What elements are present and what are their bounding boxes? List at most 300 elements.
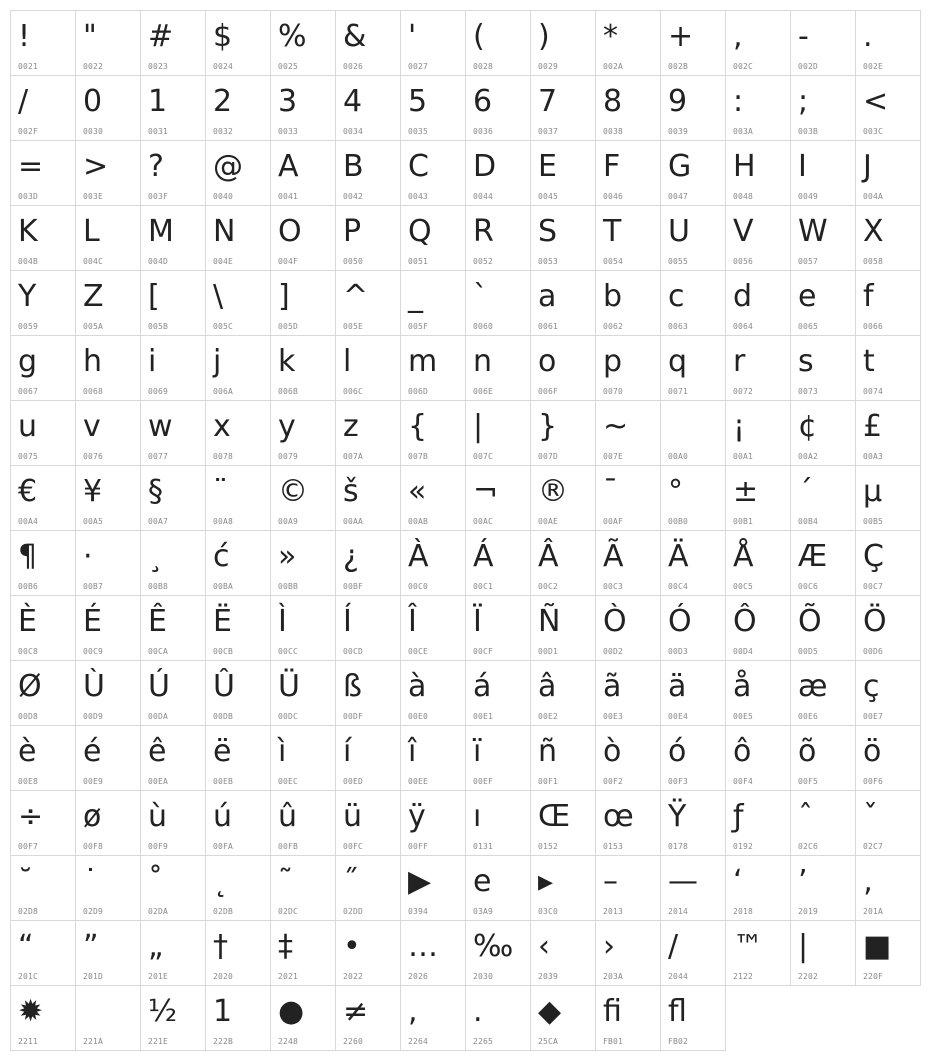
glyph-char: T [603, 214, 622, 249]
glyph-codepoint: 201D [83, 972, 104, 981]
glyph-cell [11, 401, 76, 466]
glyph-codepoint: 00E9 [83, 777, 104, 786]
glyph-char: | [473, 409, 484, 444]
glyph-char: . [863, 19, 873, 54]
glyph-char: { [408, 409, 428, 444]
glyph-cell [661, 791, 726, 856]
glyph-cell [336, 401, 401, 466]
glyph-codepoint: 003D [18, 192, 39, 201]
glyph-char: â [538, 669, 557, 704]
glyph-char: « [408, 474, 427, 509]
glyph-cell [661, 271, 726, 336]
glyph-cell [336, 856, 401, 921]
glyph-char: … [408, 929, 438, 964]
glyph-char: F [603, 149, 621, 184]
glyph-char: Ñ [538, 604, 561, 639]
glyph-codepoint: 0039 [668, 127, 689, 136]
glyph-codepoint: 003C [863, 127, 884, 136]
glyph-codepoint: 007D [538, 452, 559, 461]
glyph-codepoint: 004E [213, 257, 234, 266]
glyph-codepoint: 007E [603, 452, 624, 461]
glyph-codepoint: 00A3 [863, 452, 884, 461]
glyph-cell [141, 206, 206, 271]
glyph-char: ¢ [798, 409, 818, 444]
glyph-char: g [18, 344, 38, 379]
glyph-cell [336, 791, 401, 856]
glyph-char: a [538, 279, 557, 314]
glyph-char: Ã [603, 539, 624, 574]
glyph-cell [791, 11, 856, 76]
glyph-codepoint: 0045 [538, 192, 559, 201]
glyph-cell [726, 921, 791, 986]
glyph-cell [726, 791, 791, 856]
glyph-grid [10, 10, 921, 1051]
glyph-codepoint: 02D8 [18, 907, 39, 916]
glyph-char: È [18, 604, 37, 639]
glyph-char: ì [278, 734, 287, 769]
glyph-char: à [408, 669, 427, 704]
glyph-char: ı [473, 799, 482, 834]
glyph-codepoint: 00C2 [538, 582, 559, 591]
glyph-cell [271, 11, 336, 76]
glyph-codepoint: 2202 [798, 972, 819, 981]
glyph-char: : [733, 84, 744, 119]
glyph-char: * [603, 19, 618, 54]
glyph-codepoint: 00EE [408, 777, 429, 786]
glyph-char: v [83, 409, 101, 444]
glyph-char: ä [668, 669, 687, 704]
glyph-char: ¬ [473, 474, 499, 509]
glyph-cell [141, 11, 206, 76]
glyph-cell [271, 726, 336, 791]
glyph-char: ~ [603, 409, 629, 444]
glyph-cell [791, 596, 856, 661]
glyph-codepoint: 2044 [668, 972, 689, 981]
glyph-cell [336, 11, 401, 76]
glyph-cell [206, 401, 271, 466]
glyph-cell [661, 401, 726, 466]
glyph-codepoint: 0026 [343, 62, 364, 71]
glyph-char: x [213, 409, 231, 444]
glyph-cell [401, 401, 466, 466]
glyph-codepoint: 02D9 [83, 907, 104, 916]
glyph-cell [661, 466, 726, 531]
glyph-char: ø [83, 799, 102, 834]
glyph-cell [726, 141, 791, 206]
glyph-char: X [863, 214, 884, 249]
glyph-codepoint: 0153 [603, 842, 624, 851]
glyph-char: Â [538, 539, 559, 574]
glyph-cell [206, 921, 271, 986]
glyph-codepoint: 0048 [733, 192, 754, 201]
glyph-char: Ú [148, 669, 170, 704]
glyph-char: ö [863, 734, 882, 769]
glyph-char: Û [213, 669, 235, 704]
glyph-codepoint: 00C0 [408, 582, 429, 591]
glyph-cell [791, 401, 856, 466]
glyph-cell [336, 986, 401, 1051]
glyph-char: ˚ [148, 864, 163, 899]
glyph-char: À [408, 539, 429, 574]
glyph-codepoint: 0069 [148, 387, 169, 396]
glyph-char: [ [148, 279, 160, 314]
glyph-char: J [863, 149, 872, 184]
glyph-codepoint: 006C [343, 387, 364, 396]
glyph-char: Ó [668, 604, 692, 639]
glyph-char: o [538, 344, 557, 379]
glyph-char: E [538, 149, 557, 184]
glyph-codepoint: 005B [148, 322, 169, 331]
glyph-cell [596, 531, 661, 596]
glyph-cell [141, 661, 206, 726]
glyph-char: © [278, 474, 308, 509]
glyph-codepoint: 005C [213, 322, 234, 331]
glyph-codepoint: 00C9 [83, 647, 104, 656]
glyph-cell [726, 531, 791, 596]
glyph-codepoint: 00FF [408, 842, 429, 851]
glyph-char: r [733, 344, 746, 379]
glyph-codepoint: 0040 [213, 192, 234, 201]
glyph-cell [271, 401, 336, 466]
glyph-cell [206, 596, 271, 661]
glyph-codepoint: 0077 [148, 452, 169, 461]
glyph-cell [401, 11, 466, 76]
glyph-char: Ê [148, 604, 167, 639]
glyph-codepoint: 0042 [343, 192, 364, 201]
glyph-cell [596, 986, 661, 1051]
glyph-char: k [278, 344, 296, 379]
glyph-cell [141, 141, 206, 206]
glyph-cell [11, 466, 76, 531]
glyph-codepoint: 007B [408, 452, 429, 461]
glyph-char: , [733, 19, 743, 54]
glyph-char: , [408, 994, 418, 1029]
glyph-cell [726, 596, 791, 661]
glyph-char: è [18, 734, 37, 769]
glyph-codepoint: 00E0 [408, 712, 429, 721]
glyph-codepoint: 0078 [213, 452, 234, 461]
glyph-cell [791, 76, 856, 141]
glyph-cell [531, 466, 596, 531]
glyph-char: e [798, 279, 817, 314]
glyph-cell [141, 791, 206, 856]
glyph-codepoint: 0178 [668, 842, 689, 851]
glyph-char: ô [733, 734, 752, 769]
glyph-cell [531, 401, 596, 466]
glyph-cell [661, 921, 726, 986]
glyph-codepoint: 00E8 [18, 777, 39, 786]
glyph-char: = [18, 149, 44, 184]
glyph-codepoint: 0053 [538, 257, 559, 266]
glyph-codepoint: 003E [83, 192, 104, 201]
glyph-cell [76, 856, 141, 921]
glyph-cell [466, 921, 531, 986]
glyph-char: Æ [798, 539, 828, 574]
glyph-char: ¸ [148, 539, 163, 574]
glyph-char: ˘ [18, 864, 33, 899]
glyph-char: ™ [733, 929, 763, 964]
glyph-char: » [278, 539, 297, 574]
glyph-codepoint: 0032 [213, 127, 234, 136]
glyph-cell [596, 271, 661, 336]
glyph-char: V [733, 214, 754, 249]
glyph-char: ˆ [798, 799, 813, 834]
glyph-codepoint: 0049 [798, 192, 819, 201]
glyph-codepoint: 00CB [213, 647, 234, 656]
glyph-char: s [798, 344, 814, 379]
glyph-cell [791, 726, 856, 791]
glyph-codepoint: 00EC [278, 777, 299, 786]
glyph-cell [336, 336, 401, 401]
glyph-cell [206, 271, 271, 336]
glyph-char: ﬂ [668, 994, 687, 1029]
glyph-cell [271, 336, 336, 401]
glyph-char: É [83, 604, 102, 639]
glyph-codepoint: 0034 [343, 127, 364, 136]
glyph-codepoint: 0056 [733, 257, 754, 266]
glyph-codepoint: 0037 [538, 127, 559, 136]
glyph-codepoint: 2211 [18, 1037, 39, 1046]
glyph-char: • [343, 929, 361, 964]
glyph-codepoint: 00DF [343, 712, 364, 721]
glyph-cell [11, 986, 76, 1051]
glyph-codepoint: FB01 [603, 1037, 624, 1046]
glyph-codepoint: 00A1 [733, 452, 754, 461]
glyph-cell [661, 986, 726, 1051]
glyph-codepoint: 0054 [603, 257, 624, 266]
glyph-char: K [18, 214, 38, 249]
glyph-codepoint: 003A [733, 127, 754, 136]
glyph-char: Ì [278, 604, 287, 639]
glyph-codepoint: 0394 [408, 907, 429, 916]
glyph-codepoint: 006E [473, 387, 494, 396]
glyph-cell [596, 206, 661, 271]
glyph-cell [726, 336, 791, 401]
glyph-char: ” [83, 929, 99, 964]
glyph-char: ▶ [408, 864, 432, 899]
glyph-codepoint: 00A7 [148, 517, 169, 526]
glyph-cell [336, 596, 401, 661]
glyph-codepoint: 00C4 [668, 582, 689, 591]
glyph-codepoint: 0029 [538, 62, 559, 71]
glyph-char: ˝ [343, 864, 358, 899]
glyph-codepoint: 2039 [538, 972, 559, 981]
glyph-codepoint: 2265 [473, 1037, 494, 1046]
glyph-cell [466, 791, 531, 856]
glyph-char: Ù [83, 669, 105, 704]
glyph-char: ¶ [18, 539, 38, 574]
glyph-char: ¨ [213, 474, 228, 509]
glyph-cell [466, 596, 531, 661]
glyph-cell [466, 401, 531, 466]
glyph-char: 4 [343, 84, 363, 119]
glyph-char: B [343, 149, 364, 184]
glyph-char: ˙ [83, 864, 98, 899]
glyph-char: ■ [863, 929, 892, 964]
glyph-codepoint: 0038 [603, 127, 624, 136]
glyph-char: € [18, 474, 38, 509]
glyph-cell [531, 531, 596, 596]
glyph-cell [856, 141, 921, 206]
glyph-char: „ [148, 929, 164, 964]
glyph-codepoint: 0060 [473, 322, 494, 331]
glyph-char: $ [213, 19, 233, 54]
glyph-codepoint: 005E [343, 322, 364, 331]
glyph-codepoint: 00B7 [83, 582, 104, 591]
glyph-char: ü [343, 799, 363, 834]
glyph-cell [141, 76, 206, 141]
glyph-char: Á [473, 539, 494, 574]
glyph-char: & [343, 19, 367, 54]
glyph-char: £ [863, 409, 883, 444]
glyph-char: b [603, 279, 623, 314]
glyph-codepoint: 00E2 [538, 712, 559, 721]
glyph-codepoint: 0064 [733, 322, 754, 331]
glyph-cell [11, 856, 76, 921]
glyph-codepoint: 007C [473, 452, 494, 461]
glyph-cell [336, 271, 401, 336]
glyph-cell [661, 11, 726, 76]
glyph-cell [726, 401, 791, 466]
glyph-char: c [668, 279, 685, 314]
glyph-char: u [18, 409, 38, 444]
glyph-codepoint: 00EF [473, 777, 494, 786]
glyph-cell [336, 921, 401, 986]
glyph-codepoint: 00E1 [473, 712, 494, 721]
glyph-cell [336, 531, 401, 596]
glyph-cell [11, 921, 76, 986]
glyph-cell [661, 76, 726, 141]
glyph-char: µ [863, 474, 883, 509]
glyph-cell [466, 726, 531, 791]
glyph-char: Ë [213, 604, 232, 639]
glyph-codepoint: 00C1 [473, 582, 494, 591]
glyph-codepoint: 2020 [213, 972, 234, 981]
glyph-cell [856, 726, 921, 791]
glyph-codepoint: 00F5 [798, 777, 819, 786]
glyph-codepoint: 02C6 [798, 842, 819, 851]
glyph-cell [791, 921, 856, 986]
glyph-cell [661, 336, 726, 401]
glyph-char: æ [798, 669, 828, 704]
glyph-codepoint: 00A0 [668, 452, 689, 461]
glyph-codepoint: 00F6 [863, 777, 884, 786]
glyph-cell [661, 531, 726, 596]
glyph-char: Ø [18, 669, 42, 704]
glyph-char: ˇ [863, 799, 878, 834]
glyph-cell [141, 271, 206, 336]
glyph-char: ‰ [473, 929, 514, 964]
glyph-char: # [148, 19, 174, 54]
glyph-cell [661, 726, 726, 791]
glyph-codepoint: 221E [148, 1037, 169, 1046]
glyph-char: _ [408, 279, 423, 314]
glyph-cell [11, 206, 76, 271]
glyph-char: ' [408, 19, 417, 54]
glyph-codepoint: 00AC [473, 517, 494, 526]
glyph-cell [401, 466, 466, 531]
glyph-char: û [278, 799, 298, 834]
glyph-char: h [83, 344, 103, 379]
glyph-cell [466, 986, 531, 1051]
glyph-codepoint: 0022 [83, 62, 104, 71]
glyph-char: ] [278, 279, 290, 314]
glyph-codepoint: 02C7 [863, 842, 884, 851]
glyph-cell [856, 661, 921, 726]
glyph-cell [11, 791, 76, 856]
glyph-cell [271, 206, 336, 271]
glyph-char: N [213, 214, 236, 249]
glyph-char: ° [668, 474, 683, 509]
glyph-cell [401, 206, 466, 271]
glyph-char: l [343, 344, 352, 379]
glyph-codepoint: 25CA [538, 1037, 559, 1046]
glyph-codepoint: 0058 [863, 257, 884, 266]
glyph-codepoint: 0067 [18, 387, 39, 396]
glyph-codepoint: 00C3 [603, 582, 624, 591]
glyph-codepoint: 2026 [408, 972, 429, 981]
glyph-char: ▸ [538, 864, 554, 899]
glyph-char: ã [603, 669, 622, 704]
glyph-codepoint: 00CC [278, 647, 299, 656]
glyph-char: % [278, 19, 307, 54]
glyph-codepoint: 2013 [603, 907, 624, 916]
glyph-cell [466, 141, 531, 206]
glyph-cell [11, 336, 76, 401]
glyph-codepoint: 00DB [213, 712, 234, 721]
glyph-codepoint: 0062 [603, 322, 624, 331]
glyph-codepoint: 006B [278, 387, 299, 396]
glyph-char: ê [148, 734, 167, 769]
glyph-cell [531, 336, 596, 401]
glyph-cell [596, 76, 661, 141]
glyph-codepoint: 00D6 [863, 647, 884, 656]
glyph-cell [856, 791, 921, 856]
glyph-codepoint: 0024 [213, 62, 234, 71]
glyph-codepoint: 00ED [343, 777, 364, 786]
glyph-cell [661, 596, 726, 661]
glyph-codepoint: 201C [18, 972, 39, 981]
glyph-codepoint: 002E [863, 62, 884, 71]
glyph-codepoint: 00E4 [668, 712, 689, 721]
glyph-char: Ä [668, 539, 689, 574]
glyph-cell [141, 336, 206, 401]
glyph-cell [531, 726, 596, 791]
glyph-cell [401, 271, 466, 336]
glyph-codepoint: 00D1 [538, 647, 559, 656]
glyph-cell [856, 271, 921, 336]
glyph-char: – [603, 864, 618, 899]
glyph-char: ò [603, 734, 622, 769]
glyph-char: ÷ [18, 799, 44, 834]
glyph-codepoint: FB02 [668, 1037, 689, 1046]
glyph-char: ½ [148, 994, 178, 1029]
glyph-cell [271, 856, 336, 921]
glyph-codepoint: 222B [213, 1037, 234, 1046]
glyph-cell [531, 856, 596, 921]
glyph-codepoint: 0028 [473, 62, 494, 71]
glyph-codepoint: 00D4 [733, 647, 754, 656]
glyph-codepoint: 00A5 [83, 517, 104, 526]
glyph-cell [76, 271, 141, 336]
glyph-cell [206, 76, 271, 141]
glyph-cell [726, 661, 791, 726]
glyph-char: ` [473, 279, 488, 314]
glyph-codepoint: 00C7 [863, 582, 884, 591]
glyph-cell [141, 531, 206, 596]
glyph-cell [791, 141, 856, 206]
glyph-cell [76, 791, 141, 856]
